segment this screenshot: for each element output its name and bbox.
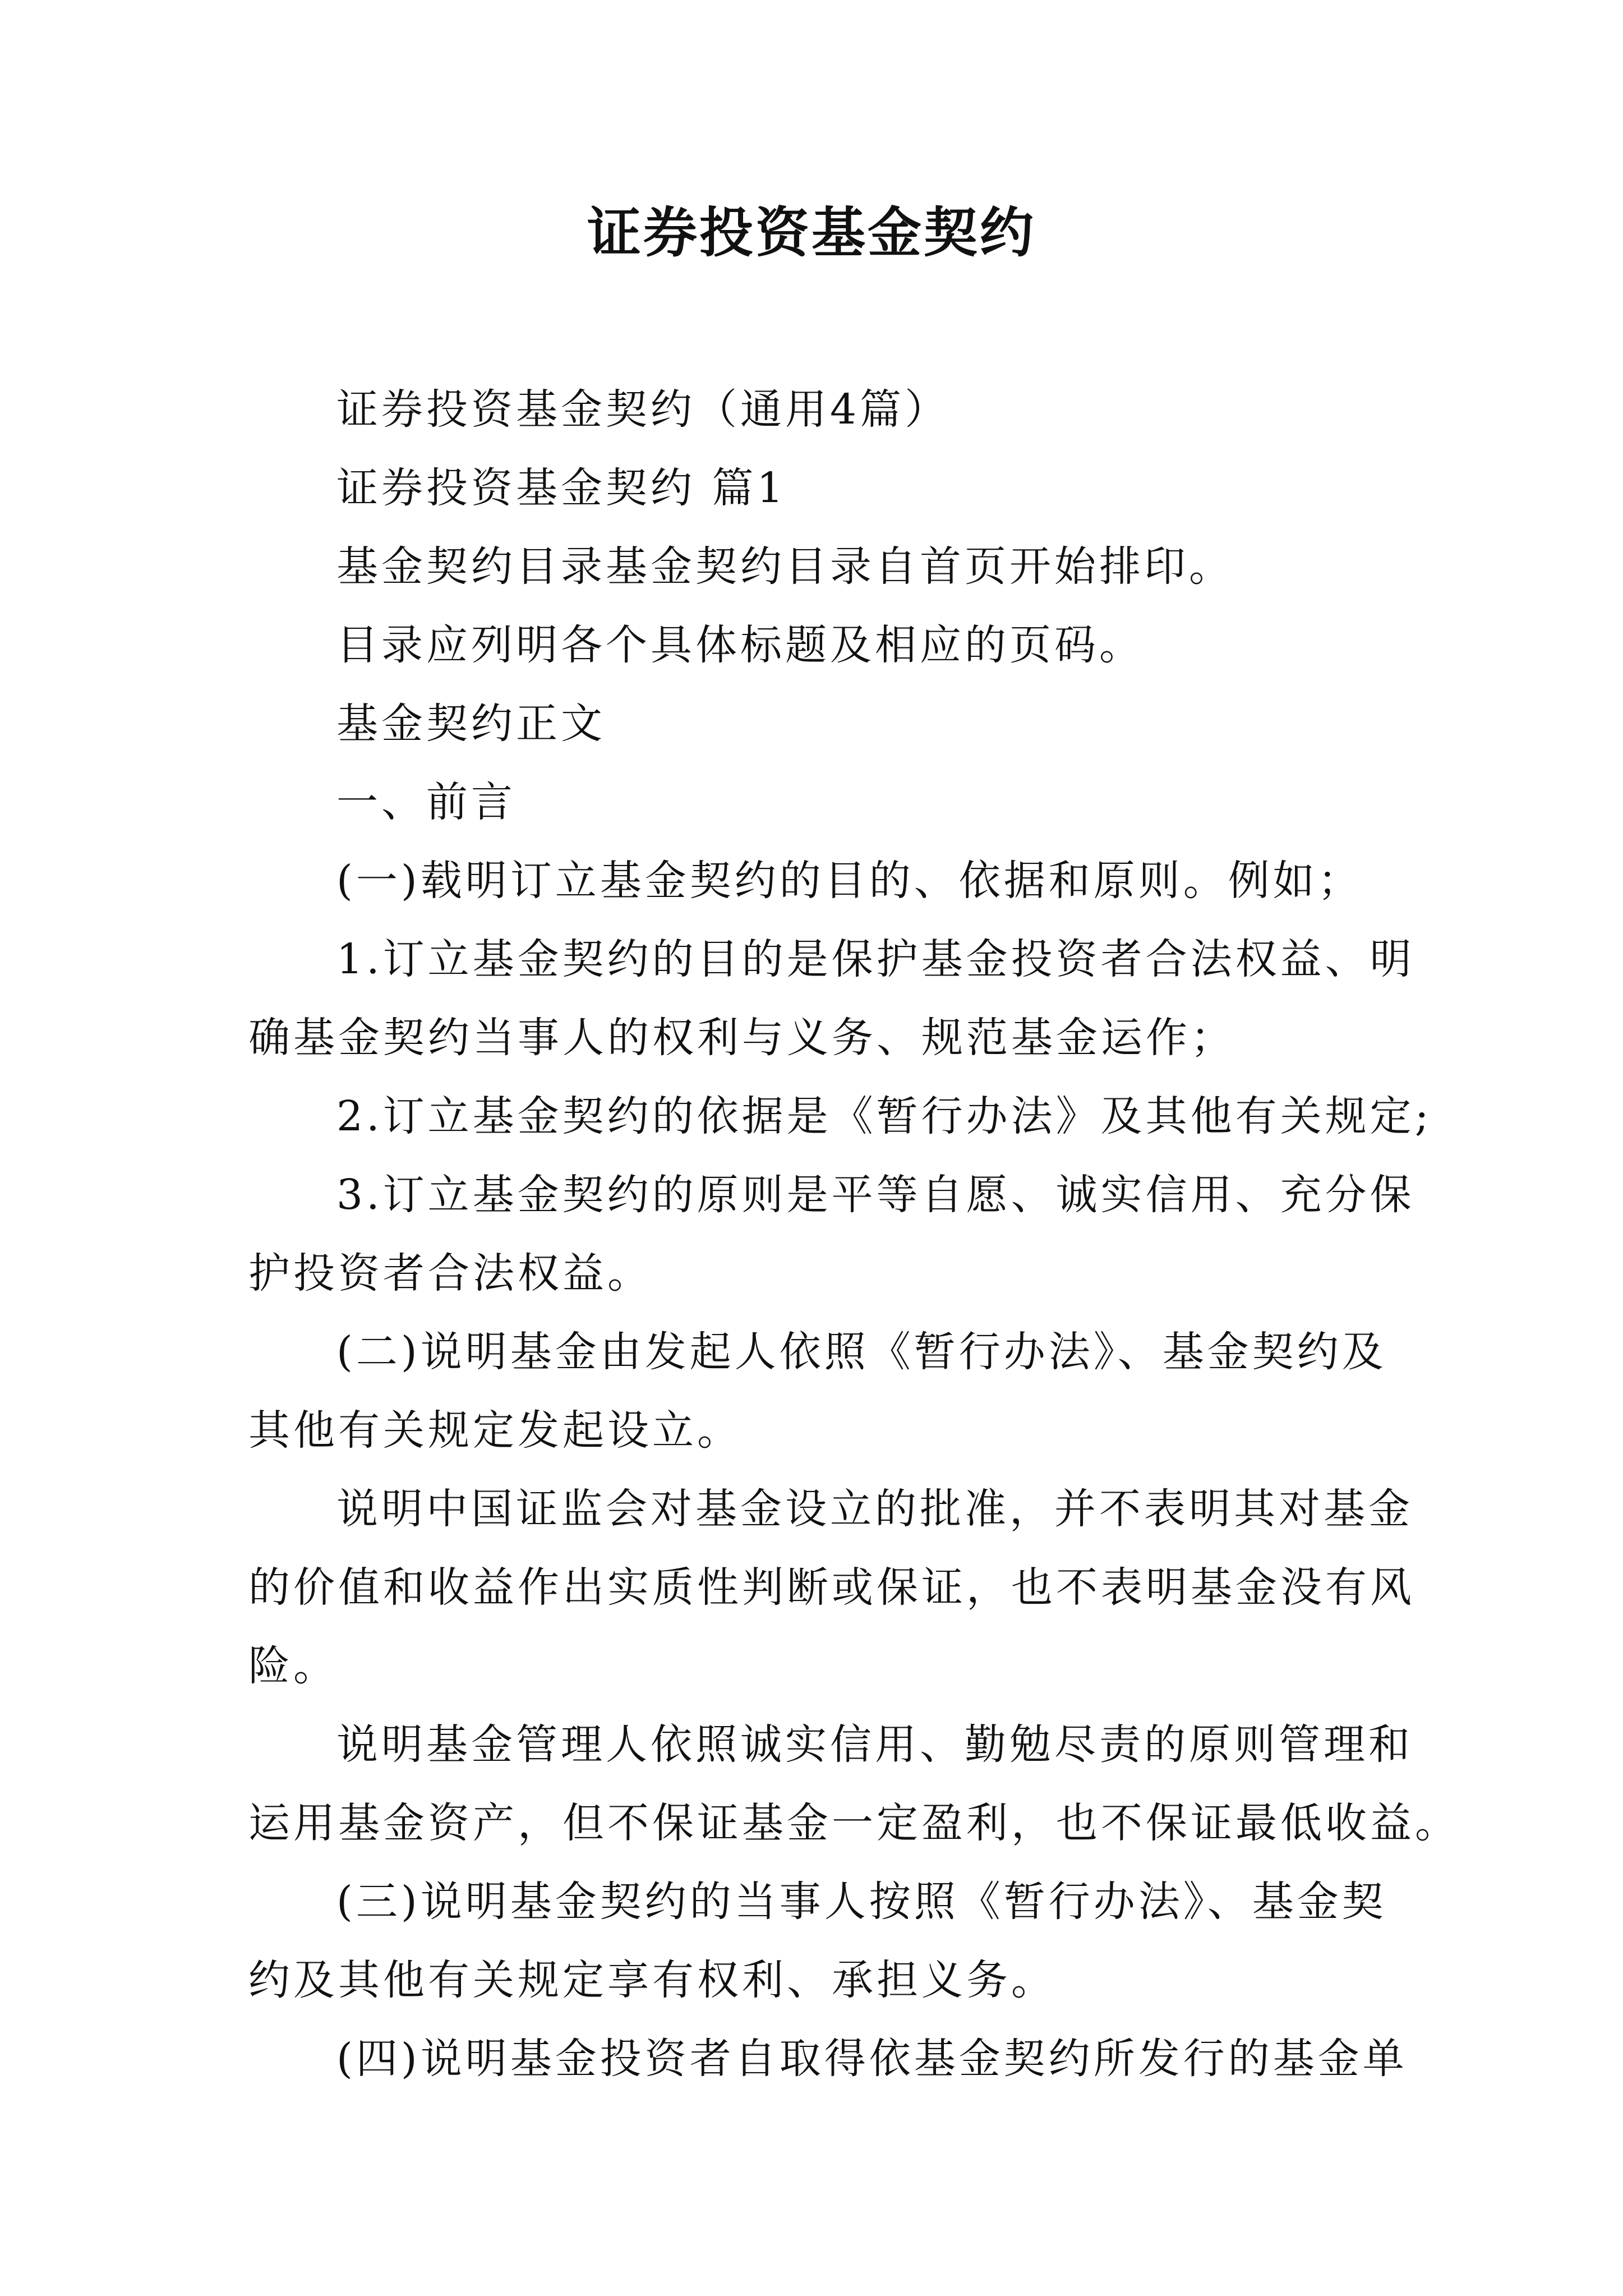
paragraph-line: 3.订立基金契约的原则是平等自愿、诚实信用、充分保	[336, 1171, 1415, 1219]
paragraph-line: 证券投资基金契约 篇1	[336, 464, 787, 512]
paragraph-line: 目录应列明各个具体标题及相应的页码。	[336, 621, 1144, 669]
paragraph-line: 基金契约目录基金契约目录自首页开始排印。	[336, 542, 1234, 591]
paragraph-line: 护投资者合法权益。	[248, 1249, 652, 1297]
paragraph-line: 的价值和收益作出实质性判断或保证，也不表明基金没有风	[248, 1563, 1415, 1612]
paragraph-line: 说明基金管理人依照诚实信用、勤勉尽责的原则管理和	[336, 1720, 1413, 1769]
document-title: 证券投资基金契约	[587, 201, 1036, 264]
paragraph-line: (二)说明基金由发起人依照《暂行办法》、基金契约及	[336, 1328, 1387, 1376]
paragraph-line: 确基金契约当事人的权利与义务、规范基金运作；	[248, 1014, 1235, 1062]
paragraph-line: 说明中国证监会对基金设立的批准，并不表明其对基金	[336, 1485, 1413, 1533]
paragraph-line: 一、前言	[336, 778, 516, 826]
paragraph-line: (四)说明基金投资者自取得依基金契约所发行的基金单	[336, 2035, 1408, 2083]
paragraph-line: 险。	[248, 1642, 338, 1690]
paragraph-line: 证券投资基金契约（通用4篇）	[336, 385, 950, 434]
paragraph-line: 运用基金资产，但不保证基金一定盈利，也不保证最低收益。	[248, 1799, 1460, 1847]
paragraph-line: 约及其他有关规定享有权利、承担义务。	[248, 1956, 1056, 2004]
paragraph-line: 2.订立基金契约的依据是《暂行办法》及其他有关规定;	[336, 1092, 1432, 1140]
paragraph-line: (一)载明订立基金契约的目的、依据和原则。例如；	[336, 857, 1363, 905]
paragraph-line: 基金契约正文	[336, 700, 606, 748]
paragraph-line: 其他有关规定发起设立。	[248, 1406, 742, 1455]
paragraph-line: (三)说明基金契约的当事人按照《暂行办法》、基金契	[336, 1878, 1387, 1926]
paragraph-line: 1.订立基金契约的目的是保护基金投资者合法权益、明	[336, 935, 1415, 983]
